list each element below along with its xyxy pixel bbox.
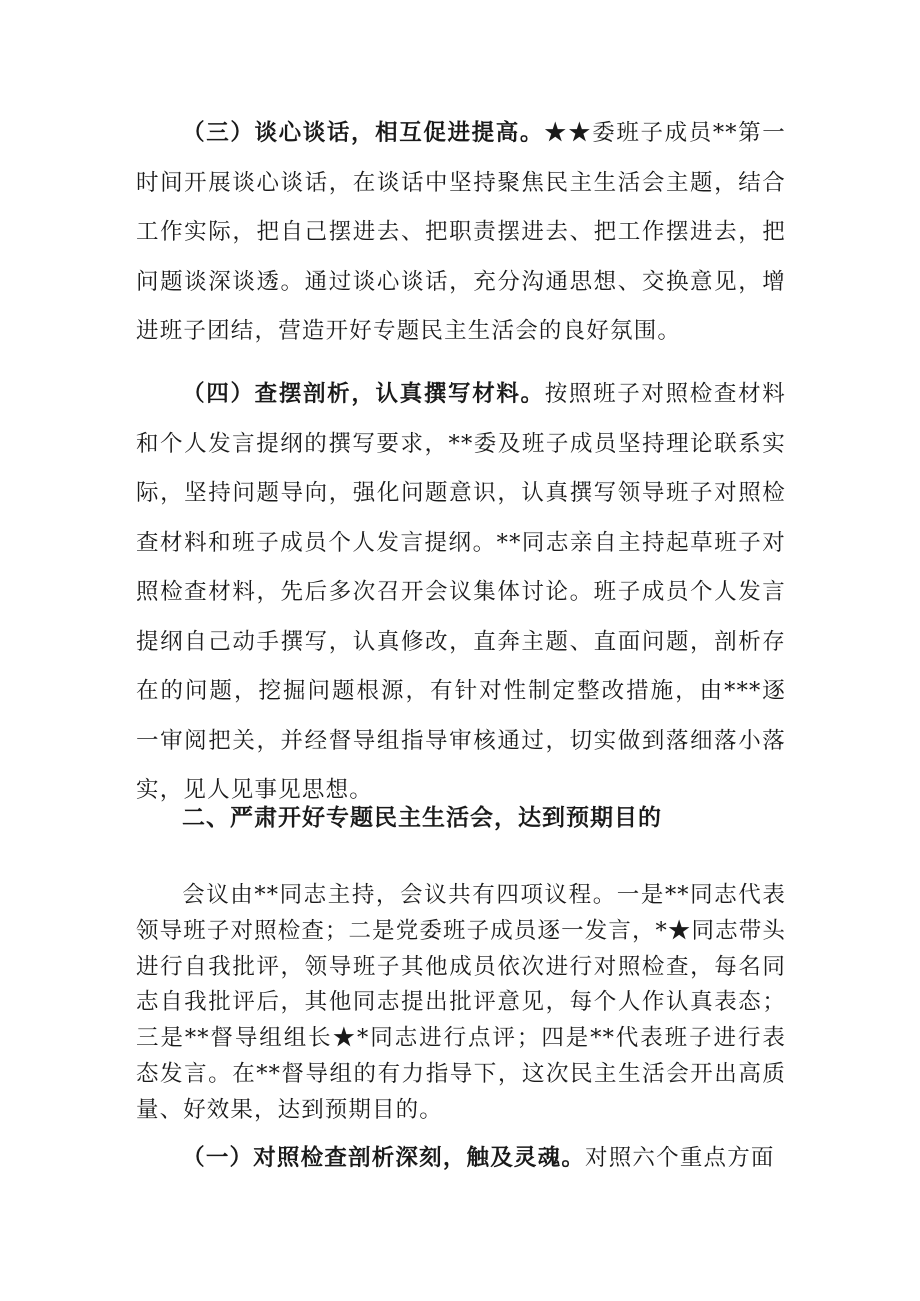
section-4-body: 按照班子对照检查材料和个人发言提纲的撰写要求，**委及班子成员坚持理论联系实际，坚持问题导向，强化问题意识，认真撰写领导班子对照检查材料和班子成员个人发言提纲。**同志亲自主持起草班子对照检查材料，先后多次召开会议集体讨论。班子成员个人发言提纲自己动手撰写，认真修改，直奔主题、直面问题，剖析存在的问题，挖掘问题根源，有针对性制定整改措施，由***逐一审阅把关，并经督导组指导审核通过，切实做到落细落小落实，见人见事见思想。 (136, 381, 786, 803)
subsection-1-body: 对照六个重点方面 (585, 1145, 775, 1171)
subsection-1-title: （一）对照检查剖析深刻，触及灵魂。 (182, 1145, 586, 1171)
section-3-body: ★★委班子成员**第一时间开展谈心谈话，在谈话中坚持聚焦民主生活会主题，结合工作实际，把自己摆进去、把职责摆进去、把工作摆进去，把问题谈深谈透。通过谈心谈话，充分沟通思想、交换意见，增进班子团结，营造开好专题民主生活会的良好氛围。 (136, 120, 786, 344)
paragraph-section-4 (136, 370, 786, 816)
section-3-title: （三）谈心谈话，相互促进提高。 (182, 120, 544, 146)
paragraph-meeting-agenda: 会议由**同志主持，会议共有四项议程。一是**同志代表领导班子对照检查；二是党委班子成员逐一发言，*★同志带头进行自我批评，领导班子其他成员依次进行对照检查，每名同志自我批评后，其他同志提出批评意见，每个人作认真表态；三是**督导组组长★*同志进行点评；四是**代表班子进行表态发言。在**督导组的有力指导下，这次民主生活会开出高质量、好效果，达到预期目的。 (136, 882, 786, 1123)
paragraph-subsection-1 (136, 1134, 786, 1184)
paragraph-section-3 (136, 109, 786, 357)
section-4-title: （四）查摆剖析，认真撰写材料。 (182, 381, 545, 407)
heading-part-2: 二、严肃开好专题民主生活会，达到预期目的 (182, 804, 662, 831)
